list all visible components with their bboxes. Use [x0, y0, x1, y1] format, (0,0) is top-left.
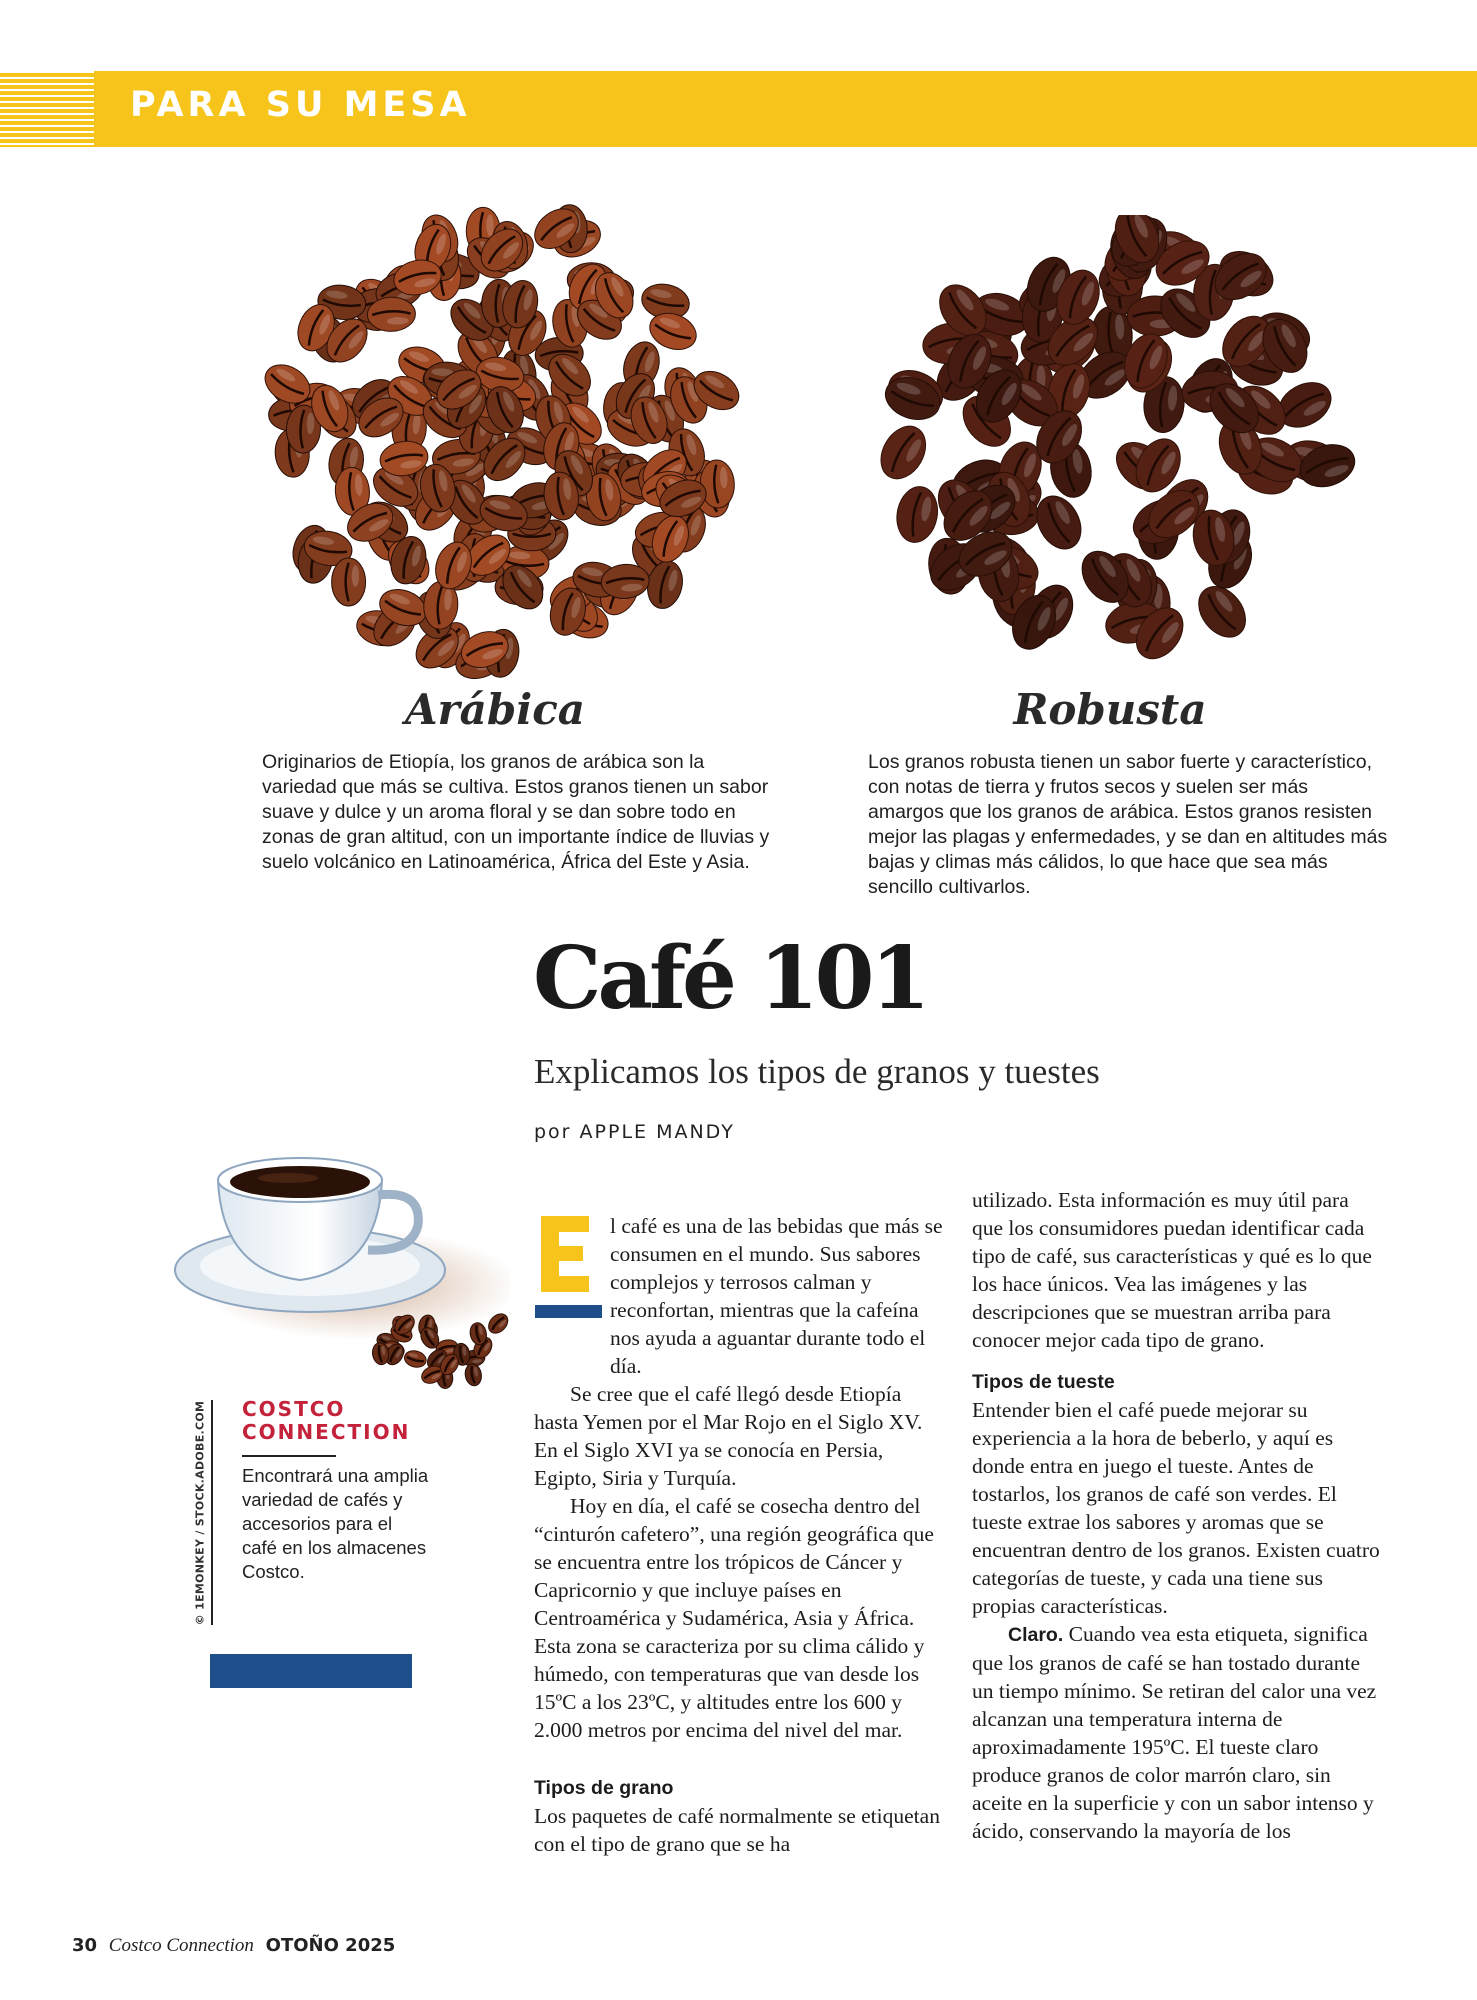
article-byline: por APPLE MANDY: [534, 1121, 735, 1143]
coffee-bean: [893, 483, 942, 545]
col2-paragraph-2: Entender bien el café puede mejorar su experiencia a la hora de beberlo, y aquí es donde entra en juego el tueste. Antes de tostarlos, los granos de café son verdes. El tueste extrae los sabores y aromas que se encuentran dentro de los granos. Existen cuatro categorías de tueste, y cada una tiene sus propias características.: [972, 1398, 1380, 1618]
section-header-band: [0, 71, 1477, 147]
photo-credit: © 1EMONKEY / STOCK.ADOBE.COM: [193, 1400, 207, 1625]
col1-subheading: Tipos de grano: [534, 1777, 674, 1799]
coffee-bean: [332, 558, 366, 606]
coffee-bean: [403, 1349, 428, 1370]
robusta-title: Robusta: [1013, 685, 1207, 734]
col2-paragraph-3: Claro. Cuando vea esta etiqueta, significa que los granos de café se han tostado durante un tiempo mínimo. Se retiran del calor una vez alcanzan una temperatura interna de aproximadamente 195ºC. El tueste claro produce granos de color marrón claro, sin aceite en la superficie y con un sabor intenso y ácido, conservando la mayoría de los: [972, 1622, 1377, 1843]
coffee-bean: [872, 418, 935, 486]
col1-paragraph-3: Hoy en día, el café se cosecha dentro del “cinturón cafetero”, una región geográfica que se encuentra entre los trópicos de Cáncer y Capricornio y que incluye países en Centroamérica y Sudamérica, Asia y África. Esta zona se caracteriza por su clima cálido y húmedo, con temperaturas que van desde los 15ºC a los 23ºC, y altitudes entre los 600 y 2.000 metros por encima del nivel del mar.: [534, 1494, 934, 1742]
arabica-title: Arábica: [404, 685, 586, 734]
magazine-name: Costco Connection: [108, 1935, 254, 1956]
arabica-description: Originarios de Etiopía, los granos de arábica son la variedad que más se cultiva. Estos granos tienen un sabor suave y dulce y un aroma floral y se dan sobre todo en zonas de gran altitud, con un importante índice de lluvias y suelo volcánico en Latinoamérica, África del Este y Asia.: [262, 751, 770, 873]
coffee-bean: [485, 1310, 510, 1337]
coffee-bean: [880, 370, 946, 426]
col2-paragraph-1: utilizado. Esta información es muy útil para que los consumidores puedan identificar cada tipo de café, sus características y qué es lo que los hace únicos. Vea las imágenes y las descripciones que se muestran arriba para conocer mejor cada tipo de grano.: [972, 1188, 1372, 1352]
col2-subheading: Tipos de tueste: [972, 1371, 1115, 1393]
article-subtitle: Explicamos los tipos de granos y tuestes: [534, 1052, 1100, 1091]
article-column-2: [972, 1186, 1382, 1845]
sidebar-title: COSTCO CONNECTION: [242, 1397, 411, 1444]
coffee-cup-illustration: [160, 1140, 510, 1400]
arabica-beans-image: [240, 190, 760, 690]
page-footer: [72, 1935, 395, 1957]
robusta-beans-image: [870, 215, 1390, 685]
issue-season: OTOÑO 2025: [265, 1935, 396, 1956]
article-title: Café 101: [533, 928, 927, 1029]
svg-text:E: E: [537, 1214, 538, 1215]
article-column-1: [534, 1212, 944, 1858]
sidebar-rule: [242, 1455, 336, 1457]
robusta-description: Los granos robusta tienen un sabor fuerte y característico, con notas de tierra y frutos secos y suelen ser más amargos que los granos de arábica. Estos granos resisten mejor las plagas y enfermedades, y se dan en altitudes más bajas y climas más cálidos, lo que hace que sea más sencillo cultivarlos.: [868, 751, 1388, 898]
coffee-bean: [464, 1363, 484, 1387]
section-title: PARA SU MESA: [130, 85, 471, 125]
credit-rule: [211, 1400, 213, 1625]
col1-paragraph-1: l café es una de las bebidas que más se consumen en el mundo. Sus sabores complejos y terrosos calman y reconfortan, mientras que la cafeína nos ayuda a aguantar durante todo el día.: [610, 1214, 943, 1378]
page-number: 30: [72, 1935, 98, 1956]
sidebar-text: Encontrará una amplia variedad de cafés y accesorios para el café en los almacenes Costco.: [242, 1465, 429, 1582]
sidebar-accent-bar: [210, 1654, 412, 1688]
col1-paragraph-2: Se cree que el café llegó desde Etiopía hasta Yemen por el Mar Rojo en el Siglo XV. En el Siglo XVI ya se conocía en Persia, Egipto, Siria y Turquía.: [534, 1382, 923, 1490]
band-stripes: [0, 71, 94, 147]
col1-paragraph-4: Los paquetes de café normalmente se etiquetan con el tipo de grano que se ha: [534, 1804, 940, 1856]
